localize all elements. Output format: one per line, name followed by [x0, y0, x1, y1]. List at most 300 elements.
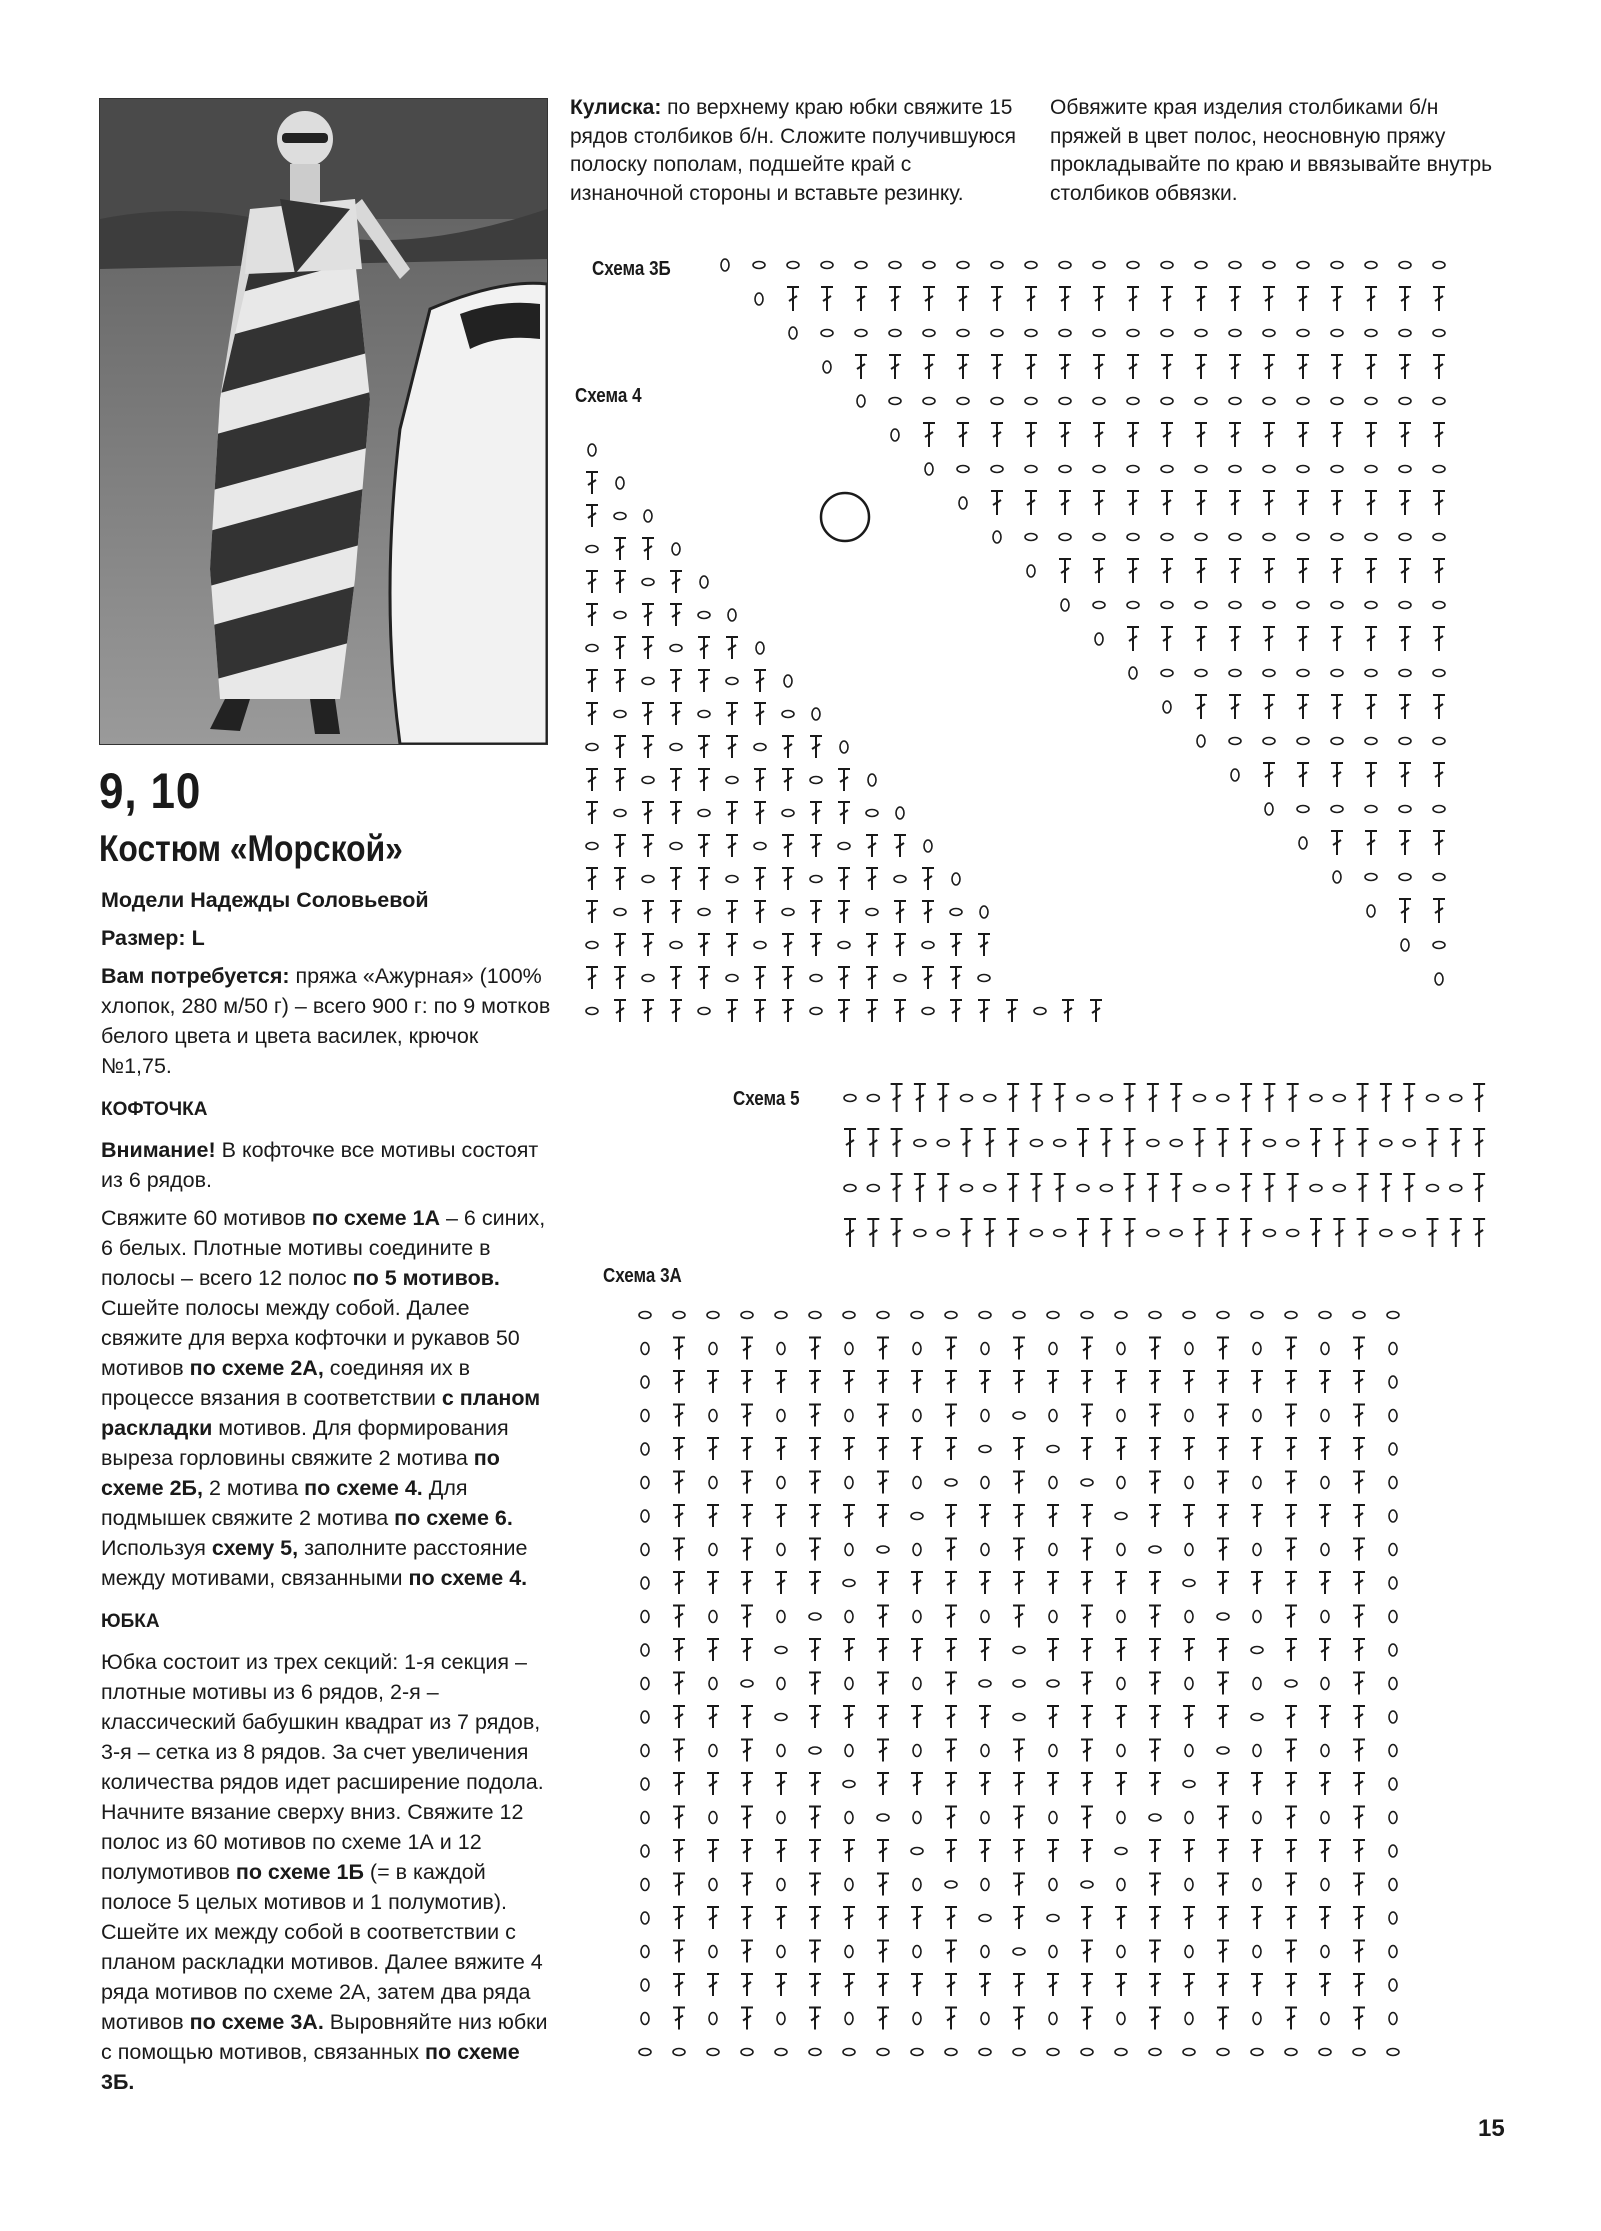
- dc-symbol: [1081, 1371, 1093, 1393]
- dc-symbol: [1127, 355, 1139, 379]
- chain-symbol: [1285, 1680, 1297, 1687]
- dc-symbol: [1013, 1874, 1025, 1896]
- chain-symbol: [1331, 330, 1343, 337]
- dc-symbol: [1081, 1405, 1093, 1427]
- chain-symbol: [1297, 670, 1309, 677]
- chain-symbol: [641, 1912, 649, 1924]
- dc-symbol: [1450, 1219, 1462, 1247]
- dc-symbol: [950, 967, 962, 989]
- dc-symbol: [741, 1505, 753, 1527]
- chain-symbol: [782, 810, 794, 817]
- chain-symbol: [1403, 1230, 1415, 1237]
- chain-symbol: [670, 942, 682, 949]
- dc-symbol: [673, 1673, 685, 1695]
- chain-symbol: [913, 1544, 921, 1556]
- dc-symbol: [1319, 1907, 1331, 1929]
- model-photo: [99, 98, 548, 745]
- dc-symbol: [726, 802, 738, 824]
- dc-symbol: [1353, 1840, 1365, 1862]
- chain-symbol: [945, 1312, 957, 1319]
- chain-symbol: [1389, 1510, 1397, 1522]
- chain-symbol: [1081, 1479, 1093, 1486]
- dc-symbol: [754, 868, 766, 890]
- chain-symbol: [1115, 1312, 1127, 1319]
- dc-symbol: [1217, 1807, 1229, 1829]
- chain-symbol: [787, 262, 799, 269]
- dc-symbol: [1353, 1706, 1365, 1728]
- chain-symbol: [889, 398, 901, 405]
- dc-symbol: [877, 1673, 889, 1695]
- chain-symbol: [845, 1879, 853, 1891]
- dc-symbol: [1217, 1219, 1229, 1247]
- dc-symbol: [754, 670, 766, 692]
- dc-symbol: [809, 1907, 821, 1929]
- dc-symbol: [741, 1539, 753, 1561]
- dc-symbol: [1194, 1219, 1206, 1247]
- chain-symbol: [709, 1812, 717, 1824]
- dc-symbol: [1433, 287, 1445, 311]
- dc-symbol: [707, 1706, 719, 1728]
- dc-symbol: [809, 1405, 821, 1427]
- chain-symbol: [1321, 2013, 1329, 2025]
- dc-symbol: [1115, 1907, 1127, 1929]
- dc-symbol: [1217, 1438, 1229, 1460]
- dc-symbol: [741, 1874, 753, 1896]
- dc-symbol: [1217, 1639, 1229, 1661]
- dc-symbol: [945, 1371, 957, 1393]
- chain-symbol: [777, 1343, 785, 1355]
- chain-symbol: [639, 2049, 651, 2056]
- chain-symbol: [1081, 1312, 1093, 1319]
- chain-symbol: [979, 1915, 991, 1922]
- dc-symbol: [809, 1572, 821, 1594]
- dc-symbol: [1263, 559, 1275, 583]
- dc-symbol: [1081, 1572, 1093, 1594]
- chain-symbol: [1433, 466, 1445, 473]
- dc-symbol: [1229, 287, 1241, 311]
- dc-symbol: [1285, 2008, 1297, 2030]
- chain-symbol: [1333, 871, 1341, 883]
- dc-symbol: [877, 1941, 889, 1963]
- chain-symbol: [709, 1879, 717, 1891]
- chain-symbol: [1427, 1185, 1439, 1192]
- dc-symbol: [1047, 1706, 1059, 1728]
- chain-symbol: [1389, 1477, 1397, 1489]
- dc-symbol: [741, 1639, 753, 1661]
- dc-symbol: [867, 1219, 879, 1247]
- dc-symbol: [1229, 695, 1241, 719]
- model-number: 9, 10: [99, 763, 202, 819]
- chain-symbol: [1161, 262, 1173, 269]
- chain-symbol: [1229, 398, 1241, 405]
- chain-symbol: [777, 1879, 785, 1891]
- chain-symbol: [1100, 1185, 1112, 1192]
- dc-symbol: [586, 769, 598, 791]
- dc-symbol: [1217, 1405, 1229, 1427]
- chain-symbol: [1054, 1230, 1066, 1237]
- chain-symbol: [641, 1711, 649, 1723]
- dc-symbol: [1433, 831, 1445, 855]
- dc-symbol: [914, 1084, 926, 1112]
- chain-symbol: [855, 330, 867, 337]
- dc-symbol: [754, 703, 766, 725]
- chain-symbol: [855, 262, 867, 269]
- chain-symbol: [614, 711, 626, 718]
- chain-symbol: [1319, 2049, 1331, 2056]
- dc-symbol: [1353, 1606, 1365, 1628]
- chain-symbol: [913, 1343, 921, 1355]
- chain-symbol: [1380, 1230, 1392, 1237]
- dc-symbol: [1217, 1941, 1229, 1963]
- dc-symbol: [1147, 1084, 1159, 1112]
- dc-symbol: [586, 505, 598, 527]
- chain-symbol: [1433, 262, 1445, 269]
- chain-symbol: [1194, 1095, 1206, 1102]
- dc-symbol: [673, 1874, 685, 1896]
- chain-symbol: [1399, 534, 1411, 541]
- chain-symbol: [1333, 1185, 1345, 1192]
- dc-symbol: [1081, 1438, 1093, 1460]
- chain-symbol: [775, 1647, 787, 1654]
- dc-symbol: [1124, 1084, 1136, 1112]
- chain-symbol: [957, 330, 969, 337]
- dc-symbol: [1380, 1084, 1392, 1112]
- chain-symbol: [1321, 1611, 1329, 1623]
- chain-symbol: [810, 1008, 822, 1015]
- dc-symbol: [670, 604, 682, 626]
- chain-symbol: [1389, 1979, 1397, 1991]
- dc-symbol: [844, 1129, 856, 1157]
- dc-symbol: [1240, 1174, 1252, 1202]
- dc-symbol: [1115, 1371, 1127, 1393]
- chain-symbol: [1321, 1678, 1329, 1690]
- dc-symbol: [1331, 355, 1343, 379]
- chain-symbol: [754, 744, 766, 751]
- chain-symbol: [1025, 262, 1037, 269]
- dc-symbol: [866, 1000, 878, 1022]
- dc-symbol: [1353, 1405, 1365, 1427]
- dc-symbol: [1081, 1740, 1093, 1762]
- dc-symbol: [741, 1438, 753, 1460]
- dc-symbol: [922, 901, 934, 923]
- dc-symbol: [1251, 1371, 1263, 1393]
- dc-symbol: [1194, 1129, 1206, 1157]
- chain-symbol: [586, 546, 598, 553]
- chain-symbol: [838, 942, 850, 949]
- chain-symbol: [1025, 398, 1037, 405]
- dc-symbol: [673, 1539, 685, 1561]
- chain-symbol: [1387, 2049, 1399, 2056]
- dc-symbol: [1229, 355, 1241, 379]
- chain-symbol: [1389, 1879, 1397, 1891]
- dc-symbol: [1251, 1773, 1263, 1795]
- chain-symbol: [981, 1343, 989, 1355]
- dc-symbol: [1081, 2008, 1093, 2030]
- dc-symbol: [670, 571, 682, 593]
- dc-symbol: [1450, 1129, 1462, 1157]
- chain-symbol: [821, 262, 833, 269]
- chain-symbol: [866, 810, 878, 817]
- chain-symbol: [641, 1611, 649, 1623]
- chain-symbol: [981, 1879, 989, 1891]
- dc-symbol: [1217, 2008, 1229, 2030]
- chain-symbol: [1081, 1881, 1093, 1888]
- dc-symbol: [614, 1000, 626, 1022]
- dc-symbol: [945, 1941, 957, 1963]
- dc-symbol: [810, 901, 822, 923]
- dc-symbol: [642, 835, 654, 857]
- chain-symbol: [641, 1410, 649, 1422]
- chain-symbol: [1365, 602, 1377, 609]
- dc-symbol: [961, 1129, 973, 1157]
- chain-symbol: [1389, 1711, 1397, 1723]
- dc-symbol: [1183, 1706, 1195, 1728]
- chain-symbol: [1251, 1312, 1263, 1319]
- chain-symbol: [1147, 1140, 1159, 1147]
- dc-symbol: [877, 1740, 889, 1762]
- chain-symbol: [1367, 905, 1375, 917]
- dc-symbol: [1115, 1639, 1127, 1661]
- blouse-attention: Внимание! В кофточке все мотивы состоят из 6 рядов.: [101, 1138, 539, 1192]
- dc-symbol: [877, 1472, 889, 1494]
- chain-symbol: [1263, 534, 1275, 541]
- chain-symbol: [1217, 1613, 1229, 1620]
- dc-symbol: [923, 355, 935, 379]
- dc-symbol: [614, 835, 626, 857]
- chain-symbol: [1321, 1343, 1329, 1355]
- dc-symbol: [741, 1974, 753, 1996]
- dc-symbol: [894, 934, 906, 956]
- dc-symbol: [1059, 287, 1071, 311]
- dc-symbol: [1217, 1907, 1229, 1929]
- dc-symbol: [614, 967, 626, 989]
- dc-symbol: [586, 604, 598, 626]
- dc-symbol: [1217, 1472, 1229, 1494]
- dc-symbol: [1100, 1219, 1112, 1247]
- dc-symbol: [1115, 1572, 1127, 1594]
- dc-symbol: [1047, 1505, 1059, 1527]
- edging-text: Обвяжите края изделия столбиками б/н пряжей в цвет полос, неосновную пряжу прокладывайте по краю и ввязывайте внутрь столбиков обвязки.: [1050, 96, 1493, 205]
- dc-symbol: [1365, 627, 1377, 651]
- chain-symbol: [1100, 1095, 1112, 1102]
- chain-symbol: [913, 1611, 921, 1623]
- chain-symbol: [1297, 262, 1309, 269]
- chain-symbol: [644, 510, 652, 522]
- chain-symbol: [950, 909, 962, 916]
- chain-symbol: [741, 1680, 753, 1687]
- chain-symbol: [1127, 262, 1139, 269]
- chain-symbol: [1433, 806, 1445, 813]
- dc-symbol: [707, 1572, 719, 1594]
- dc-symbol: [838, 1000, 850, 1022]
- dc-symbol: [1285, 1840, 1297, 1862]
- dc-symbol: [1263, 1174, 1275, 1202]
- dc-symbol: [1047, 1371, 1059, 1393]
- chain-symbol: [1185, 1343, 1193, 1355]
- chain-symbol: [698, 711, 710, 718]
- dc-symbol: [809, 1807, 821, 1829]
- chain-symbol: [1433, 670, 1445, 677]
- dc-symbol: [1285, 1907, 1297, 1929]
- dc-symbol: [1229, 627, 1241, 651]
- dc-symbol: [1403, 1084, 1415, 1112]
- chain-symbol: [1185, 1544, 1193, 1556]
- dc-symbol: [1149, 2008, 1161, 2030]
- dc-symbol: [1217, 1572, 1229, 1594]
- dc-symbol: [1170, 1084, 1182, 1112]
- chain-symbol: [782, 711, 794, 718]
- dc-symbol: [1331, 423, 1343, 447]
- dc-symbol: [1149, 1639, 1161, 1661]
- chain-symbol: [1185, 1812, 1193, 1824]
- dc-symbol: [1081, 1639, 1093, 1661]
- chain-symbol: [945, 2049, 957, 2056]
- chain-symbol: [1263, 466, 1275, 473]
- dc-symbol: [1287, 1084, 1299, 1112]
- dc-symbol: [891, 1219, 903, 1247]
- chain-symbol: [1115, 2049, 1127, 2056]
- dc-symbol: [838, 802, 850, 824]
- chain-symbol: [877, 2049, 889, 2056]
- chain-symbol: [1127, 330, 1139, 337]
- dc-symbol: [642, 736, 654, 758]
- dc-symbol: [1353, 1572, 1365, 1594]
- dc-symbol: [1297, 627, 1309, 651]
- dc-symbol: [1217, 1129, 1229, 1157]
- chain-symbol: [914, 1230, 926, 1237]
- dc-symbol: [1285, 1572, 1297, 1594]
- dc-symbol: [614, 571, 626, 593]
- dc-symbol: [741, 1371, 753, 1393]
- chain-symbol: [1380, 1140, 1392, 1147]
- dc-symbol: [957, 355, 969, 379]
- chain-symbol: [1433, 602, 1445, 609]
- dc-symbol: [1127, 287, 1139, 311]
- chain-symbol: [945, 1881, 957, 1888]
- chain-symbol: [741, 1312, 753, 1319]
- dc-symbol: [782, 769, 794, 791]
- chain-symbol: [924, 840, 932, 852]
- chain-symbol: [1229, 534, 1241, 541]
- dc-symbol: [1217, 1840, 1229, 1862]
- chain-symbol: [1331, 466, 1343, 473]
- chain-symbol: [1093, 330, 1105, 337]
- dc-symbol: [809, 2008, 821, 2030]
- dc-symbol: [1251, 1907, 1263, 1929]
- dc-symbol: [726, 901, 738, 923]
- dc-symbol: [1285, 1505, 1297, 1527]
- dc-symbol: [867, 1129, 879, 1157]
- chain-symbol: [937, 1140, 949, 1147]
- chain-symbol: [1263, 1140, 1275, 1147]
- dc-symbol: [1149, 1673, 1161, 1695]
- dc-symbol: [809, 1505, 821, 1527]
- dc-symbol: [1251, 1974, 1263, 1996]
- chain-symbol: [586, 1008, 598, 1015]
- chain-symbol: [1117, 1812, 1125, 1824]
- chain-symbol: [709, 1343, 717, 1355]
- dc-symbol: [877, 1405, 889, 1427]
- chain-symbol: [1195, 262, 1207, 269]
- chain-symbol: [1433, 534, 1445, 541]
- dc-symbol: [1263, 355, 1275, 379]
- dc-symbol: [1149, 1472, 1161, 1494]
- chain-symbol: [1185, 1678, 1193, 1690]
- dc-symbol: [809, 1773, 821, 1795]
- dc-symbol: [673, 1840, 685, 1862]
- dc-symbol: [1077, 1129, 1089, 1157]
- dc-symbol: [1013, 1338, 1025, 1360]
- dc-symbol: [1047, 1840, 1059, 1862]
- dc-symbol: [707, 1371, 719, 1393]
- dc-symbol: [1093, 287, 1105, 311]
- dc-symbol: [945, 1740, 957, 1762]
- chain-symbol: [1331, 602, 1343, 609]
- dc-symbol: [673, 1338, 685, 1360]
- dc-symbol: [673, 1706, 685, 1728]
- dc-symbol: [741, 1907, 753, 1929]
- dc-symbol: [698, 670, 710, 692]
- materials-line: Вам потребуется: пряжа «Ажурная» (100% хлопок, 280 м/50 г) – всего 900 г: по 9 мотков белого цвета и цвета василек, крючок №1,75.: [101, 964, 551, 1078]
- chain-symbol: [1321, 1946, 1329, 1958]
- chain-symbol: [1034, 1008, 1046, 1015]
- dc-symbol: [838, 901, 850, 923]
- dc-symbol: [1124, 1129, 1136, 1157]
- dc-symbol: [1433, 627, 1445, 651]
- dc-symbol: [809, 1539, 821, 1561]
- dc-symbol: [1319, 1371, 1331, 1393]
- chain-symbol: [1170, 1140, 1182, 1147]
- dc-symbol: [877, 1438, 889, 1460]
- chain-symbol: [957, 262, 969, 269]
- dc-symbol: [707, 1907, 719, 1929]
- dc-symbol: [586, 802, 598, 824]
- dc-symbol: [991, 287, 1003, 311]
- chain-symbol: [1049, 1879, 1057, 1891]
- dc-symbol: [1183, 1505, 1195, 1527]
- dc-symbol: [1025, 287, 1037, 311]
- author-line: Модели Надежды Соловьевой: [101, 888, 429, 912]
- dc-symbol: [1013, 1572, 1025, 1594]
- chain-symbol: [1365, 466, 1377, 473]
- chain-symbol: [1059, 330, 1071, 337]
- dc-symbol: [1285, 1371, 1297, 1393]
- chain-symbol: [984, 1095, 996, 1102]
- chain-symbol: [845, 1812, 853, 1824]
- dc-symbol: [1297, 355, 1309, 379]
- chain-symbol: [913, 1745, 921, 1757]
- dc-symbol: [1365, 831, 1377, 855]
- dc-symbol: [1427, 1129, 1439, 1157]
- dc-symbol: [809, 1438, 821, 1460]
- dc-symbol: [1263, 627, 1275, 651]
- chain-symbol: [867, 1095, 879, 1102]
- chain-symbol: [1433, 874, 1445, 881]
- dc-symbol: [877, 1706, 889, 1728]
- dc-symbol: [741, 1941, 753, 1963]
- dc-symbol: [891, 1084, 903, 1112]
- dc-symbol: [1285, 1639, 1297, 1661]
- chain-symbol: [1365, 738, 1377, 745]
- chain-symbol: [726, 777, 738, 784]
- chain-symbol: [616, 477, 624, 489]
- chain-symbol: [957, 398, 969, 405]
- chain-symbol: [845, 1611, 853, 1623]
- dc-symbol: [673, 1505, 685, 1527]
- dc-symbol: [1217, 1539, 1229, 1561]
- chain-symbol: [1333, 1095, 1345, 1102]
- chain-symbol: [913, 1879, 921, 1891]
